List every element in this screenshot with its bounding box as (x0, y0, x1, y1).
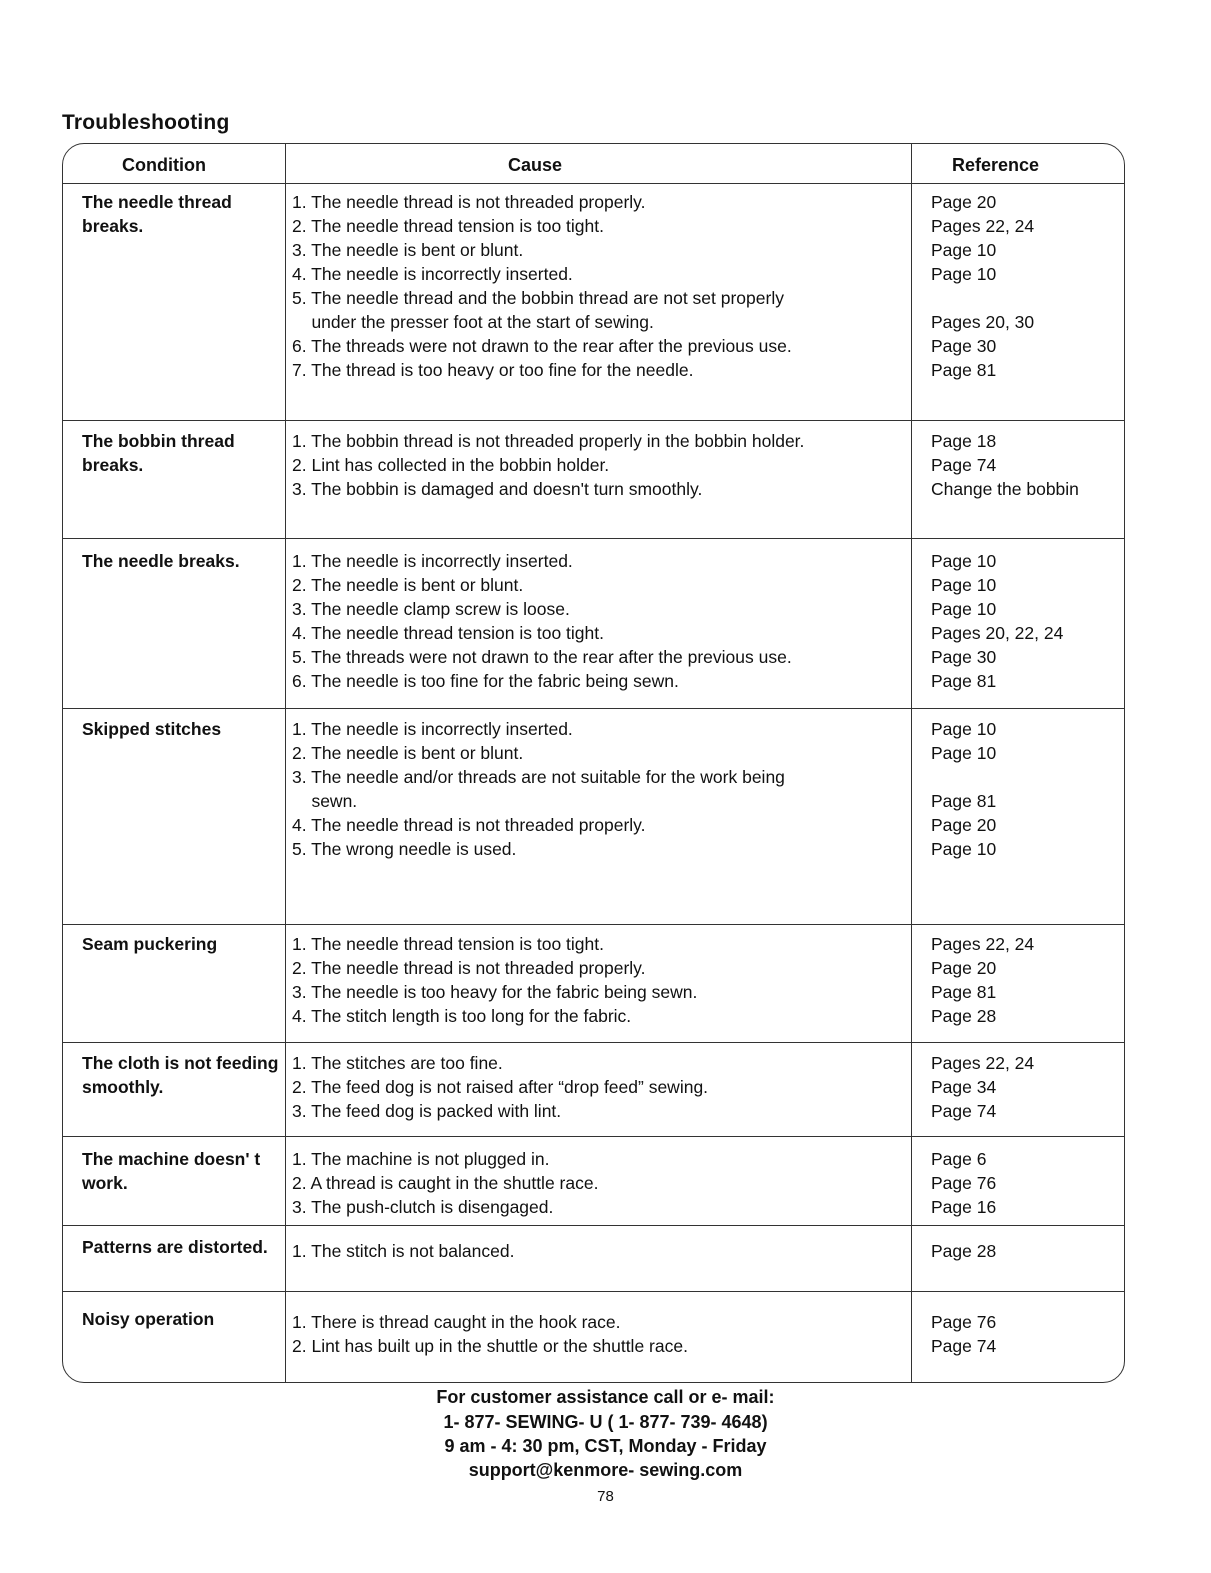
page-title: Troubleshooting (62, 111, 230, 134)
support-email: support@kenmore- sewing.com (468, 1460, 743, 1480)
column-divider (911, 143, 912, 1383)
condition-cell: The needle thread breaks. (82, 192, 232, 236)
reference-cell: Page 10 Page 10 Page 81 Page 20 Page 10 (931, 719, 997, 859)
column-divider (285, 143, 286, 1383)
row-divider (62, 1042, 1125, 1043)
phone-number: 1- 877- SEWING- U ( 1- 877- 739- 4648) (443, 1412, 768, 1432)
row-divider (62, 538, 1125, 539)
reference-cell: Page 20 Pages 22, 24 Page 10 Page 10 Pages 20, 30 Page 30 Page 81 (931, 192, 1035, 380)
cause-cell: 1. The stitch is not balanced. (292, 1241, 515, 1261)
column-header-condition: Condition (122, 155, 206, 175)
row-divider (62, 420, 1125, 421)
condition-cell: The bobbin thread breaks. (82, 431, 235, 475)
cause-cell: 1. The bobbin thread is not threaded properly in the bobbin holder. 2. Lint has collected in the bobbin holder. 3. The bobbin is damaged and doesn't turn smoothly. (292, 431, 805, 499)
row-divider (62, 1225, 1125, 1226)
support-hours: 9 am - 4: 30 pm, CST, Monday - Friday (444, 1436, 767, 1456)
column-header-reference: Reference (952, 155, 1040, 175)
cause-cell: 1. There is thread caught in the hook race. 2. Lint has built up in the shuttle or the shuttle race. (292, 1312, 688, 1356)
condition-cell: The needle breaks. (82, 551, 240, 571)
condition-cell: Seam puckering (82, 934, 218, 954)
header-divider (62, 183, 1125, 184)
reference-cell: Page 28 (931, 1241, 997, 1261)
row-divider (62, 1136, 1125, 1137)
customer-assistance-heading: For customer assistance call or e- mail: (436, 1387, 775, 1407)
condition-cell: The machine doesn' t work. (82, 1149, 261, 1193)
row-divider (62, 924, 1125, 925)
reference-cell: Page 10 Page 10 Page 10 Pages 20, 22, 24 Page 30 Page 81 (931, 551, 1064, 691)
reference-cell: Page 76 Page 74 (931, 1312, 997, 1356)
condition-cell: The cloth is not feeding smoothly. (82, 1053, 279, 1097)
cause-cell: 1. The stitches are too fine. 2. The feed dog is not raised after “drop feed” sewing. 3. The feed dog is packed with lint. (292, 1053, 709, 1121)
cause-cell: 1. The machine is not plugged in. 2. A thread is caught in the shuttle race. 3. The push-clutch is disengaged. (292, 1149, 599, 1217)
reference-cell: Pages 22, 24 Page 20 Page 81 Page 28 (931, 934, 1035, 1026)
cause-cell: 1. The needle is incorrectly inserted. 2. The needle is bent or blunt. 3. The needle clamp screw is loose. 4. The needle thread tension is too tight. 5. The threads were not drawn to the rear after the previous use. 6. The needle is too fine for the fabric being sewn. (292, 551, 792, 691)
condition-cell: Patterns are distorted. (82, 1237, 268, 1257)
cause-cell: 1. The needle is incorrectly inserted. 2. The needle is bent or blunt. 3. The needle and/or threads are not suitable for the work being sewn. 4. The needle thread is not threaded properly. 5. The wrong needle is used. (292, 719, 785, 859)
cause-cell: 1. The needle thread tension is too tight. 2. The needle thread is not threaded properly. 3. The needle is too heavy for the fabric being sewn. 4. The stitch length is too long for the fabric. (292, 934, 698, 1026)
cause-cell: 1. The needle thread is not threaded properly. 2. The needle thread tension is too tight. 3. The needle is bent or blunt. 4. The needle is incorrectly inserted. 5. The needle thread and the bobbin thread are not set properly under the presser foot at the start of sewing. 6. The threads were not drawn to the rear after the previous use. 7. The thread is too heavy or too fine for the needle. (292, 192, 792, 380)
column-header-cause: Cause (508, 155, 563, 175)
condition-cell: Noisy operation (82, 1309, 215, 1329)
reference-cell: Page 6 Page 76 Page 16 (931, 1149, 997, 1217)
row-divider (62, 1291, 1125, 1292)
reference-cell: Page 18 Page 74 Change the bobbin (931, 431, 1079, 499)
row-divider (62, 708, 1125, 709)
page-number: 78 (597, 1488, 614, 1505)
condition-cell: Skipped stitches (82, 719, 222, 739)
reference-cell: Pages 22, 24 Page 34 Page 74 (931, 1053, 1035, 1121)
